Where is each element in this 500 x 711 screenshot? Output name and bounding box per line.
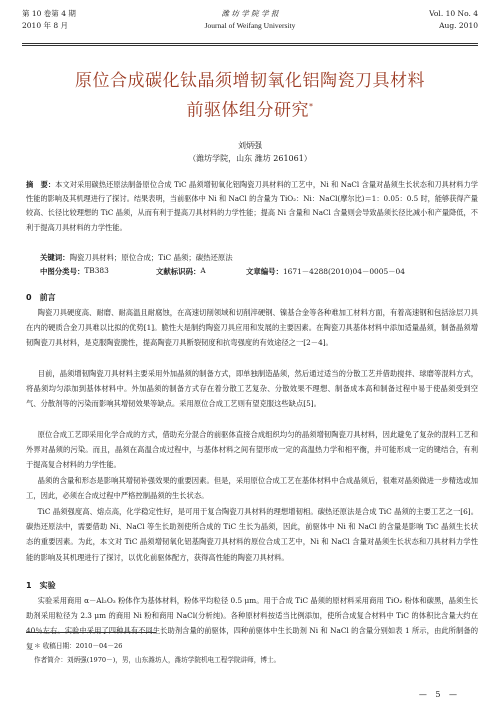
footnote-rule bbox=[26, 632, 156, 633]
header-rule bbox=[22, 43, 478, 44]
journal-name-cn: 潍 坊 学 院 学 报 bbox=[221, 9, 279, 18]
article-title-line2 bbox=[10, 94, 490, 124]
publish-date-cn: 2010 年 8 月 bbox=[22, 21, 69, 30]
article-number-label: 文章编号： bbox=[246, 267, 283, 276]
paragraph: 晶须的含量和形态是影响其增韧补强效果的重要因素。但是，采用原位合成工艺在基体材料中合成晶须后，很难对晶须做进一步精选或加工，因此，必须在合成过程中严格控制晶须的生长状态。 bbox=[26, 476, 478, 501]
keywords bbox=[40, 252, 233, 263]
publish-date-en: Aug. 2010 bbox=[439, 21, 478, 30]
running-header bbox=[22, 9, 478, 43]
article-number: 1671－4288(2010)04－0005－04 bbox=[282, 267, 405, 276]
section-heading-intro: 0 前言 bbox=[26, 293, 56, 302]
classification-line bbox=[40, 266, 478, 278]
header-rule-thin bbox=[22, 45, 478, 46]
abstract-label: 摘 要： bbox=[26, 180, 56, 189]
volume-issue-en: Vol. 10 No. 4 bbox=[429, 9, 478, 18]
volume-issue: 第 10 卷第 4 期 bbox=[22, 9, 76, 18]
footnote-received: ＊ 收稿日期：2010－04－26 bbox=[34, 642, 123, 650]
paragraph: TiC 晶须强度高、熔点高，化学稳定性好，是可用于复合陶瓷刀具材料的理想增韧相。碳热还原法是合成 TiC 晶须的主要工艺之一[6]。碳热还原法中，需要借助 Ni、NaCl 等生长助剂使所合成的 TiC 生长为晶须，因此，前驱体中 Ni 和 NaCl 的含量是影响 TiC 晶须生长状态的重要因素。为此，本文对 TiC 晶须增韧氧化铝基陶瓷刀具材料的原位合成工艺中，Ni 和 NaCl 含量对晶须生长状态和刀具材料力学性能的影响及其机理进行了探讨，以优化前驱体配方，获得高性能的陶瓷刀具材料。 bbox=[26, 507, 478, 562]
section-heading-experiment: 1 实验 bbox=[26, 581, 56, 590]
doc-code: A bbox=[200, 266, 206, 275]
article-title-line1: 原位合成碳化钛晶须增韧氧化铝陶瓷刀具材料 bbox=[75, 71, 425, 91]
paragraph: 原位合成工艺即采用化学合成的方式，借助充分混合的前驱体直接合成组织均匀的晶须增韧陶瓷刀具材料，因此避免了复杂的混料工艺和外界对晶须的污染。而且，晶须在高温合成过程中，与基体材料之间有望形成一定的高温热力学和相平衡，并可能形成一定的键结合，有利于提高复合材料的力学性能。 bbox=[26, 430, 478, 470]
paragraph: 实验采用商用 α－Al₂O₃ 粉体作为基体材料，粉体平均粒径 0.5 μm。用于合成 TiC 晶须的原材料采用商用 TiO₂ 粉体和碳黑，晶须生长助剂采用粒径为 2.3 μm 的商用 Ni 粉和商用 NaCl(分析纯)。各种原材料按适当比例添加，使所合成复合材料中 TiC 的体积比含量大约在 40％左右。实验中采用了四种具有不同生长助剂含量的前驱体，四种前驱体中生长助剂 Ni 和 NaCl 的含量分别如表 1 所示，由此所制备的复 bbox=[26, 596, 478, 651]
clc-label: 中图分类号： bbox=[40, 267, 85, 276]
doc-code-label: 文献标识码： bbox=[156, 267, 201, 276]
paragraph: 目前，晶须增韧陶瓷刀具材料主要采用外加晶须的制备方式，即单独制造晶须，然后通过适当的分散工艺并借助搅拌、球磨等混料方式，将晶须均匀添加到基体材料中。外加晶须的制备方式存在着分散工艺复杂、分散效果不理想、制备成本高和制备过程中易于使晶须受到空气、分散剂等的污染而影响其增韧效果等缺点。采用原位合成工艺则有望克服这些缺点[5]。 bbox=[26, 369, 478, 409]
page-number: — 5 — bbox=[418, 690, 460, 699]
abstract-text: 本文对采用碳热还原法制备原位合成 TiC 晶须增韧氧化铝陶瓷刀具材料的工艺中，Ni 和 NaCl 含量对晶须生长状态和刀具材料力学性能的影响及其机理进行了探讨。结果表明，当前驱体中 Ni 和 NaCl 的含量为 TiO₂：Ni：NaCl(摩尔比)＝1：0.05：0.5 时，能够获得产量较高、长径比较理想的 TiC 晶须，从而有利于提高刀具材料的力学性能；提高 Ni 含量和 NaCl 含量则会导致晶须长径比减小和产量降低，不利于提高刀具材料的力学性能。 bbox=[26, 180, 478, 232]
clc-code: TB383 bbox=[84, 266, 109, 275]
author-affiliation: （潍坊学院，山东 潍坊 261061） bbox=[188, 154, 312, 163]
title-footnote-mark: * bbox=[309, 102, 314, 111]
title-text: 前驱体组分研究 bbox=[186, 100, 309, 121]
keywords-text: 陶瓷刀具材料；原位合成；TiC 晶须；碳热还原法 bbox=[69, 253, 233, 262]
footnote-author-intro: 作者简介：刘炳强(1970－)，男，山东潍坊人，潍坊学院机电工程学院讲师，博士。 bbox=[34, 656, 281, 664]
abstract bbox=[26, 178, 478, 235]
author-name: 刘炳强 bbox=[238, 141, 262, 150]
keywords-label: 关键词： bbox=[40, 253, 70, 262]
journal-name-en: Journal of Weifang University bbox=[204, 21, 296, 30]
paragraph: 陶瓷刀具硬度高、耐磨、耐高温且耐腐蚀，在高速切削领域和切削淬硬钢、镍基合金等各种难加工材料方面，有着高速钢和包括涂层刀具在内的硬质合金刀具难以比拟的优势[1]。脆性大是制约陶瓷刀具应用和发展的主要因素。在陶瓷刀具基体材料中添加适量晶须，制备晶须增韧陶瓷刀具材料，是克服陶瓷脆性，提高陶瓷刀具断裂韧度和抗弯强度的有效途径之一[2－4]。 bbox=[26, 308, 478, 348]
